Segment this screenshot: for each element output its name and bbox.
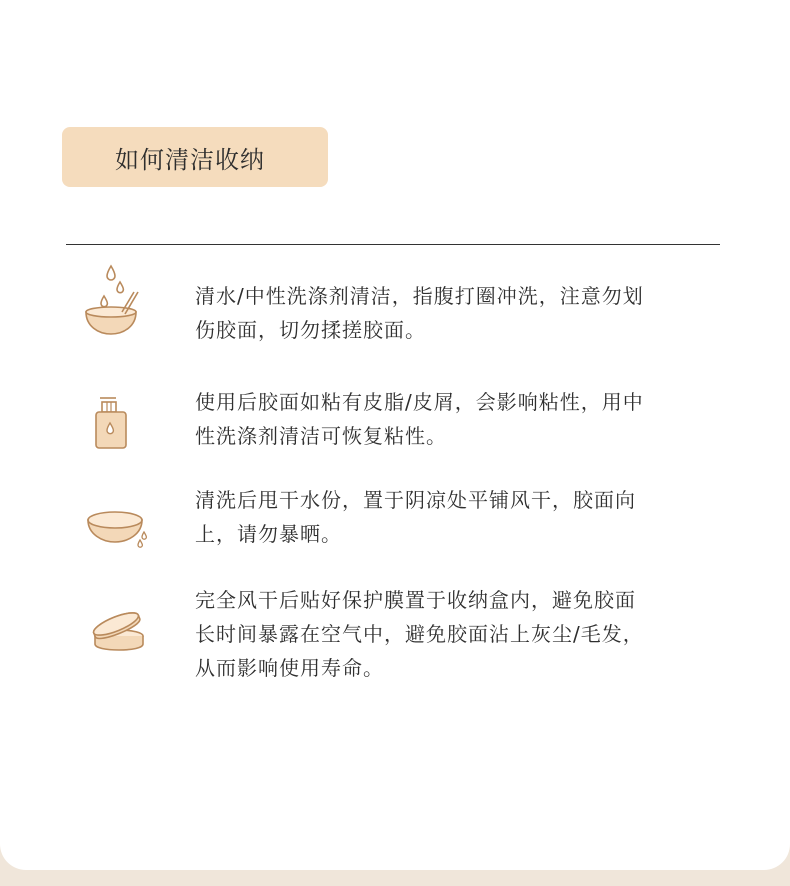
care-step-text [195,385,695,453]
divider-line [66,244,720,245]
detergent-bottle-icon [88,390,138,458]
section-title [62,127,328,187]
text-line: 完全风干后贴好保护膜置于收纳盒内，避免胶面 [195,588,636,612]
text-line: 性洗涤剂清洁可恢复粘性。 [195,424,447,448]
care-step-text [195,483,695,551]
text-line: 长时间暴露在空气中，避免胶面沾上灰尘/毛发， [195,622,644,646]
text-line: 上，请勿暴晒。 [195,522,342,546]
section-title-text: 如何清洁收纳 [115,145,265,174]
text-line: 清洗后甩干水份，置于阴凉处平铺风干，胶面向 [195,488,636,512]
bowl-water-drops-icon [78,262,148,346]
care-step-text [195,279,695,347]
text-line: 从而影响使用寿命。 [195,656,384,680]
drying-bowl-icon [84,506,154,560]
care-step-text [195,583,695,685]
storage-box-icon [84,606,154,660]
text-line: 使用后胶面如粘有皮脂/皮屑，会影响粘性，用中 [195,390,644,414]
text-line: 清水/中性洗涤剂清洁，指腹打圈冲洗，注意勿划 [195,284,644,308]
text-line: 伤胶面，切勿揉搓胶面。 [195,318,426,342]
